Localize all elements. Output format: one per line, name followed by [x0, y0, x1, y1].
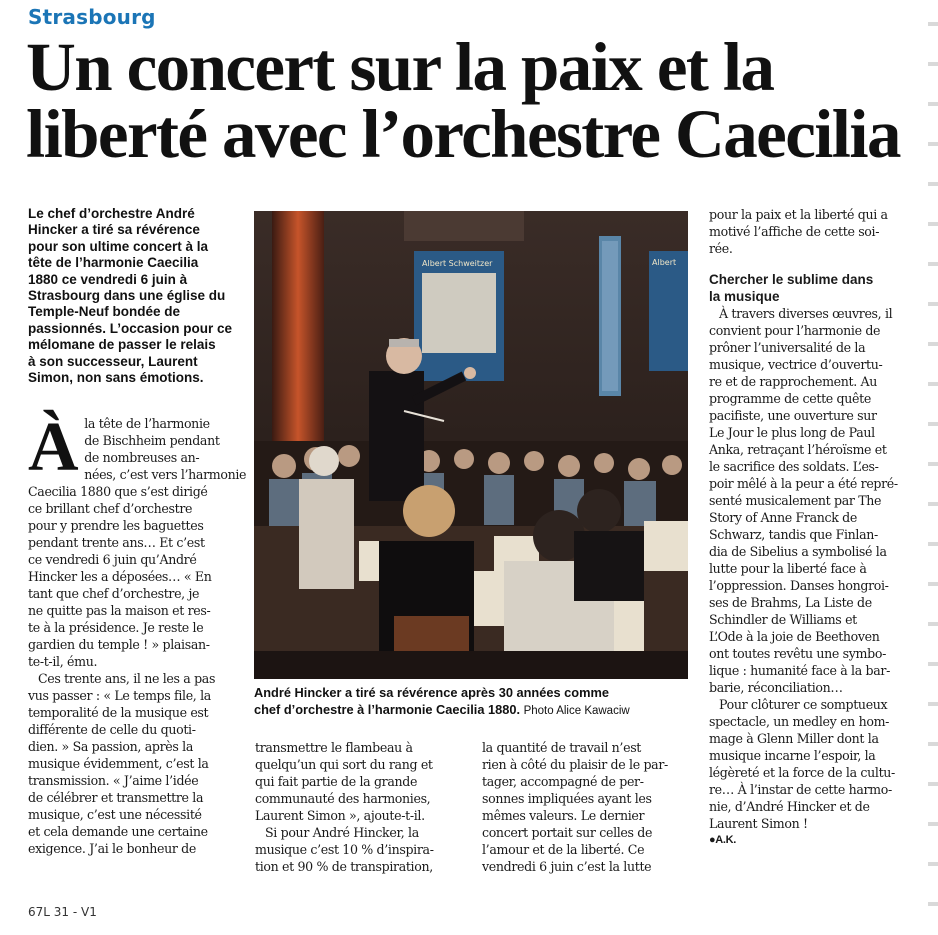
body-line: barie, réconciliation…	[709, 680, 843, 695]
body-line: nées, c’est vers l’harmonie	[84, 467, 247, 482]
body-line: programme de cette quête	[709, 391, 871, 406]
banner-text: Albert Schweitzer	[422, 259, 493, 268]
body-line: exigence. J’ai le bonheur de	[28, 841, 196, 856]
body-line: rien à côté du plaisir de le par-	[482, 757, 668, 772]
body-line: musique incarne l’espoir, la	[709, 748, 876, 763]
body-line: re… À l’instar de cette harmo-	[709, 782, 892, 797]
body-line: la quantité de travail n’est	[482, 740, 642, 755]
body-line: mêmes valeurs. Le dernier	[482, 808, 645, 823]
body-line: Caecilia 1880 que s’est dirigé	[28, 484, 208, 499]
body-line: senté musicalement par The	[709, 493, 882, 508]
author-signature: ●A.K.	[709, 834, 736, 846]
body-line: Schindler de Williams et	[709, 612, 857, 627]
exhibition-banner-right	[649, 251, 688, 371]
body-line: prôner l’universalité de la	[709, 340, 866, 355]
photo-caption	[254, 684, 694, 720]
body-line: vus passer : « Le temps file, la	[28, 688, 211, 703]
body-line: transmettre le flambeau à	[255, 740, 413, 755]
caption-line	[254, 701, 694, 720]
body-column-4	[709, 206, 919, 849]
body-line: l’oppression. Danses hongroi-	[709, 578, 889, 593]
lead-paragraph	[28, 206, 240, 386]
banner-text: Albert	[652, 258, 677, 267]
body-line: dia de Sibelius a symbolisé la	[709, 544, 887, 559]
body-line: l’amour et de la liberté. Ce	[482, 842, 645, 857]
body-line: Story of Anne Franck de	[709, 510, 857, 525]
body-line: pendant trente ans… Et c’est	[28, 535, 205, 550]
body-line: rée.	[709, 241, 733, 256]
lead-line: mélomane de passer le relais	[28, 337, 216, 353]
body-line: tant que chef d’orchestre, je	[28, 586, 200, 601]
body-line: musique, c’est une nécessité	[28, 807, 202, 822]
drop-cap: À	[28, 409, 79, 486]
caption-text: chef d’orchestre à l’harmonie Caecilia 1880.	[254, 702, 521, 717]
body-line: ses de Brahms, La Liste de	[709, 595, 872, 610]
body-column-3	[482, 739, 694, 875]
body-line: musique évidemment, c’est la	[28, 756, 209, 771]
body-line: nie, d’André Hincker et de	[709, 799, 870, 814]
body-line: concert portait sur celles de	[482, 825, 653, 840]
body-line: dien. » Sa passion, après la	[28, 739, 193, 754]
body-line: et cela demande une certaine	[28, 824, 208, 839]
subheading	[709, 271, 919, 305]
body-line: pacifiste, une ouverture sur	[709, 408, 877, 423]
lead-line: Hincker a tiré sa révérence	[28, 222, 200, 238]
headline	[26, 29, 926, 172]
body-line: pour y prendre les baguettes	[28, 518, 204, 533]
body-line: différente de celle du quoti-	[28, 722, 196, 737]
church-pillar	[272, 211, 324, 481]
body-line: musique, vectrice d’ouvertu-	[709, 357, 883, 372]
lead-line: 1880 ce vendredi 6 juin à	[28, 271, 188, 287]
body-line: de célébrer et transmettre la	[28, 790, 204, 805]
body-line: légèreté et la force de la cultu-	[709, 765, 895, 780]
lead-line: pour son ultime concert à la	[28, 238, 209, 254]
lead-line: passionnés. L’occasion pour ce	[28, 320, 233, 336]
body-line: Ces trente ans, il ne les a pas	[38, 671, 216, 686]
body-line: tion et 90 % de transpiration,	[255, 859, 433, 874]
body-column-2	[255, 739, 467, 875]
photo-credit: Photo Alice Kawaciw	[523, 705, 630, 717]
body-line: Laurent Simon !	[709, 816, 808, 831]
page-identifier: 67L 31 - V1	[28, 905, 97, 919]
lead-line: Strasbourg dans une église du	[28, 288, 226, 304]
lead-line: à son successeur, Laurent	[28, 353, 198, 369]
body-line: te à la présidence. Je reste le	[28, 620, 204, 635]
body-line: te-t-il, ému.	[28, 654, 98, 669]
body-line: À travers diverses œuvres, il	[719, 306, 893, 321]
body-line: la tête de l’harmonie	[84, 416, 210, 431]
body-line: tager, accompagné de per-	[482, 774, 644, 789]
body-column-1	[28, 409, 247, 857]
body-line: temporalité de la musique est	[28, 705, 209, 720]
body-line: Le Jour le plus long de Paul	[709, 425, 875, 440]
body-line: transmission. « J’aime l’idée	[28, 773, 199, 788]
section-rubric: Strasbourg	[28, 5, 156, 29]
body-line: mage à Glenn Miller dont la	[709, 731, 879, 746]
body-line: de Bischheim pendant	[84, 433, 220, 448]
body-line: quelqu’un qui sort du rang et	[255, 757, 433, 772]
subheading-line: la musique	[709, 289, 780, 304]
body-line: Hincker les a déposées… « En	[28, 569, 212, 584]
body-line: musique c’est 10 % d’inspira-	[255, 842, 434, 857]
body-line: spectacle, un medley en hom-	[709, 714, 890, 729]
body-line: le sacrifice des soldats. L’es-	[709, 459, 879, 474]
lead-line: tête de l’harmonie Caecilia	[28, 255, 199, 271]
body-line: convient pour l’harmonie de	[709, 323, 881, 338]
body-line: L’Ode à la joie de Beethoven	[709, 629, 880, 644]
body-line: vendredi 6 juin c’est la lutte	[482, 859, 652, 874]
subheading-line: Chercher le sublime dans	[709, 272, 874, 287]
body-line: de nombreuses an-	[84, 450, 200, 465]
body-line: lique : humanité face à la bar-	[709, 663, 890, 678]
body-line: qui fait partie de la grande	[255, 774, 418, 789]
body-line: gardien du temple ! » plaisan-	[28, 637, 210, 652]
body-line: lutte pour la liberté face à	[709, 561, 867, 576]
body-line: communauté des harmonies,	[255, 791, 431, 806]
lead-line: Temple-Neuf bondée de	[28, 304, 181, 320]
body-line: pour la paix et la liberté qui a	[709, 207, 888, 222]
body-line: Si pour André Hincker, la	[265, 825, 419, 840]
body-line: ce vendredi 6 juin qu’André	[28, 552, 197, 567]
body-line: Anka, retraçant l’héroïsme et	[709, 442, 887, 457]
body-line: Laurent Simon », ajoute-t-il.	[255, 808, 425, 823]
concert-photo	[254, 211, 688, 679]
body-line: ont toutes revêtu une symbo-	[709, 646, 887, 661]
caption-line: André Hincker a tiré sa révérence après 30 années comme	[254, 685, 609, 700]
concert-photo-illustration	[254, 211, 688, 679]
body-line: ce brillant chef d’orchestre	[28, 501, 193, 516]
headline-line: liberté avec l’orchestre Caecilia	[26, 96, 900, 172]
lead-line: Simon, non sans émotions.	[28, 370, 204, 386]
page-edge	[928, 0, 938, 935]
body-line: re et de rapprochement. Au	[709, 374, 878, 389]
body-line: poir mêlé à la peur a été repré-	[709, 476, 898, 491]
body-line: Schwarz, tandis que Finlan-	[709, 527, 878, 542]
headline-line: Un concert sur la paix et la	[26, 29, 774, 105]
body-line: Pour clôturer ce somptueux	[719, 697, 888, 712]
body-line: sonnes impliquées ayant les	[482, 791, 652, 806]
lead-line: Le chef d’orchestre André	[28, 206, 195, 221]
body-line: motivé l’affiche de cette soi-	[709, 224, 880, 239]
body-line: ne quitte pas la maison et res-	[28, 603, 211, 618]
